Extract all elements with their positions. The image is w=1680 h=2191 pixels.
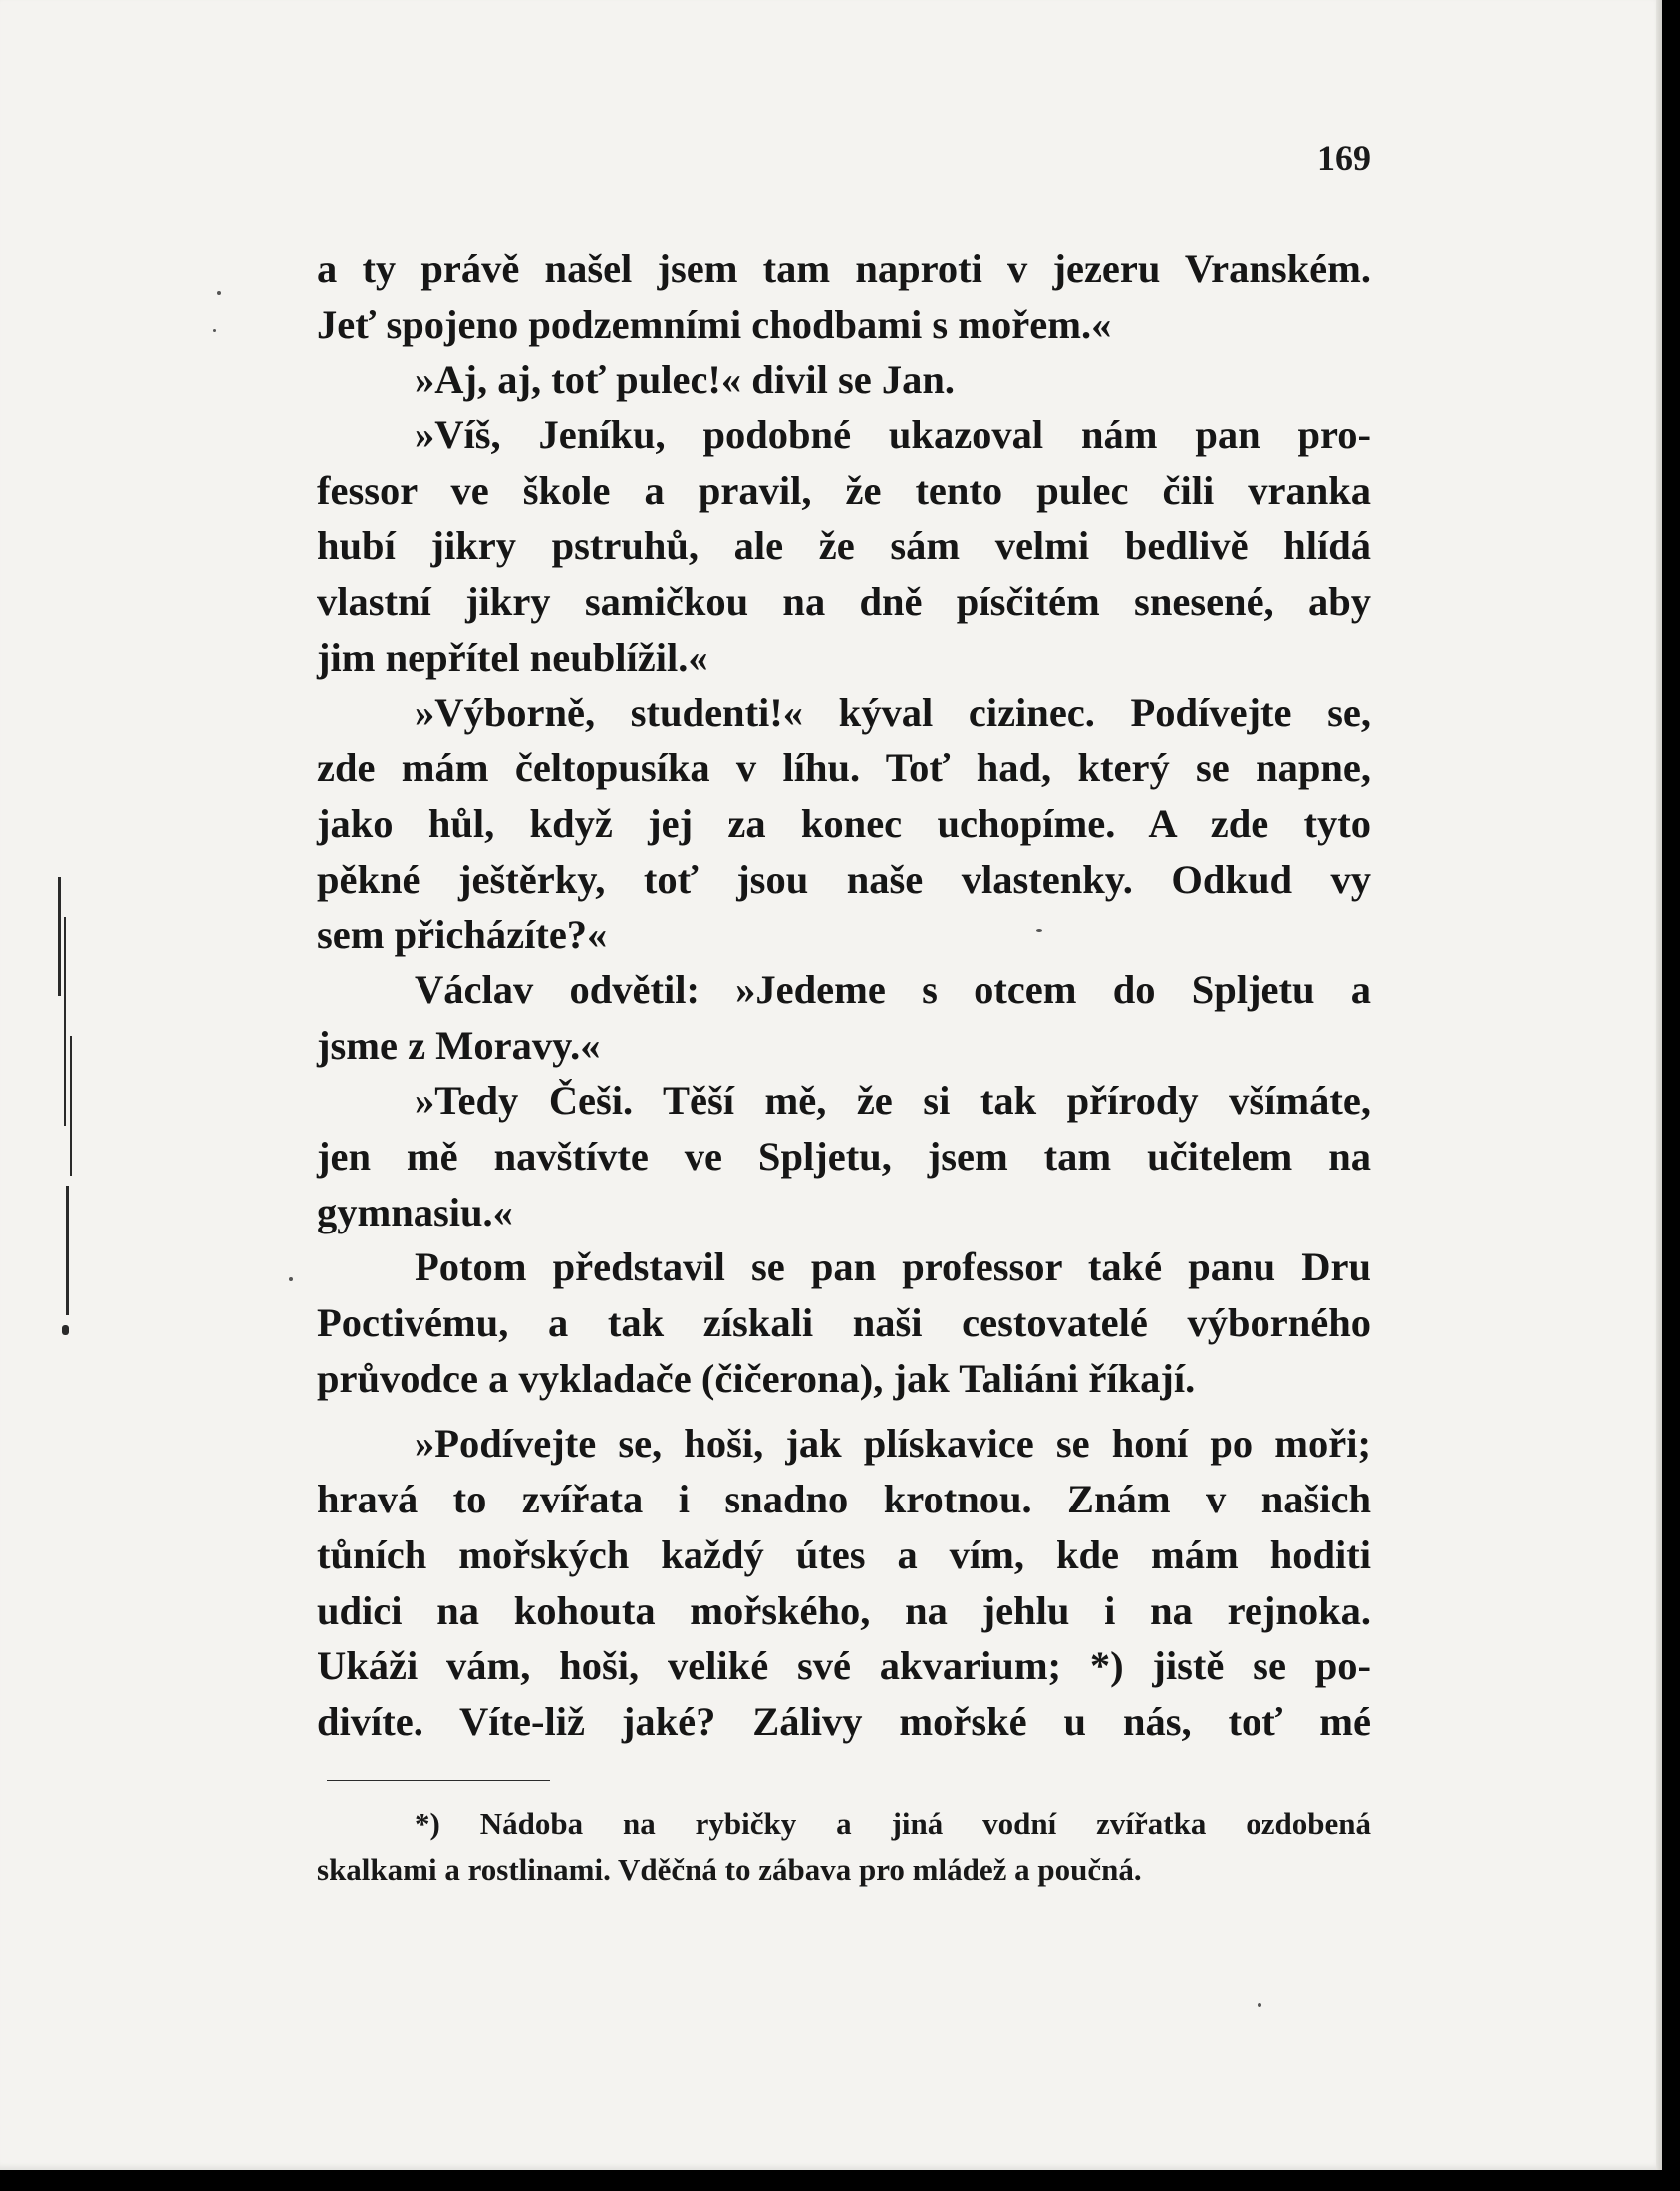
- body-text: [317, 241, 1371, 1750]
- text-line: průvodce a vykladače (čičerona), jak Taliáni říkají.: [317, 1355, 1196, 1401]
- text-line: »Tedy Češi. Těší mě, že si tak přírody všímáte,: [415, 1078, 1371, 1124]
- footnote-line: *) Nádoba na rybičky a jiná vodní zvířatka ozdobená: [415, 1806, 1371, 1841]
- text-line: jako hůl, když jej za konec uchopíme. A zde tyto: [317, 800, 1371, 846]
- text-line: sem přicházíte?«: [317, 912, 608, 958]
- text-line: Potom představil se pan professor také panu Dru: [415, 1244, 1371, 1290]
- text-line: jsme z Moravy.«: [317, 1022, 601, 1068]
- text-line: »Podívejte se, hoši, jak plískavice se honí po moři;: [415, 1421, 1371, 1467]
- text-line: zde mám čeltopusíka v líhu. Toť had, který se napne,: [317, 745, 1371, 791]
- page-edge: [1656, 0, 1662, 2170]
- text-line: tůních mořských každý útes a vím, kde mám hoditi: [317, 1531, 1371, 1577]
- text-line: »Aj, aj, toť pulec!« divil se Jan.: [415, 357, 955, 403]
- text-line: »Výborně, studenti!« kýval cizinec. Podívejte se,: [415, 689, 1371, 735]
- text-line: Václav odvětil: »Jedeme s otcem do Spljetu a: [415, 966, 1371, 1012]
- binding-marks: [48, 857, 88, 1345]
- text-line: divíte. Víte-liž jaké? Zálivy mořské u nás, toť mé: [317, 1698, 1371, 1744]
- text-line: jen mě navštívte ve Spljetu, jsem tam učitelem na: [317, 1134, 1371, 1179]
- text-line: gymnasiu.«: [317, 1189, 513, 1234]
- text-line: fessor ve škole a pravil, že tento pulec čili vranka: [317, 467, 1371, 513]
- footnote-line: skalkami a rostlinami. Vděčná to zábava pro mládež a poučná.: [317, 1852, 1142, 1887]
- text-line: hravá to zvířata i snadno krotnou. Znám v našich: [317, 1477, 1371, 1522]
- text-line: pěkné ještěrky, toť jsou naše vlastenky. Odkud vy: [317, 856, 1371, 902]
- speck: [1258, 2003, 1261, 2007]
- speck: [289, 1277, 293, 1281]
- text-line: Ukáži vám, hoši, veliké své akvarium; *) jistě se po-: [317, 1643, 1371, 1689]
- footnote: [317, 1801, 1371, 1893]
- speck: [217, 291, 221, 295]
- text-line: udici na kohouta mořského, na jehlu i na rejnoka.: [317, 1587, 1371, 1633]
- text-line: vlastní jikry samičkou na dně písčitém snesené, aby: [317, 579, 1371, 625]
- text-line: Jeť spojeno podzemními chodbami s mořem.«: [317, 301, 1112, 347]
- text-line: hubí jikry pstruhů, ale že sám velmi bedlivě hlídá: [317, 523, 1371, 569]
- text-line: Poctivému, a tak získali naši cestovatelé výborného: [317, 1300, 1371, 1346]
- page-number: 169: [1317, 138, 1371, 178]
- footnote-rule: [327, 1780, 550, 1781]
- text-line: »Víš, Jeníku, podobné ukazoval nám pan pro-: [415, 412, 1371, 458]
- text-line: a ty právě našel jsem tam naproti v jezeru Vranském.: [317, 246, 1371, 291]
- speck: [213, 329, 216, 332]
- text-line: jim nepřítel neublížil.«: [317, 634, 708, 680]
